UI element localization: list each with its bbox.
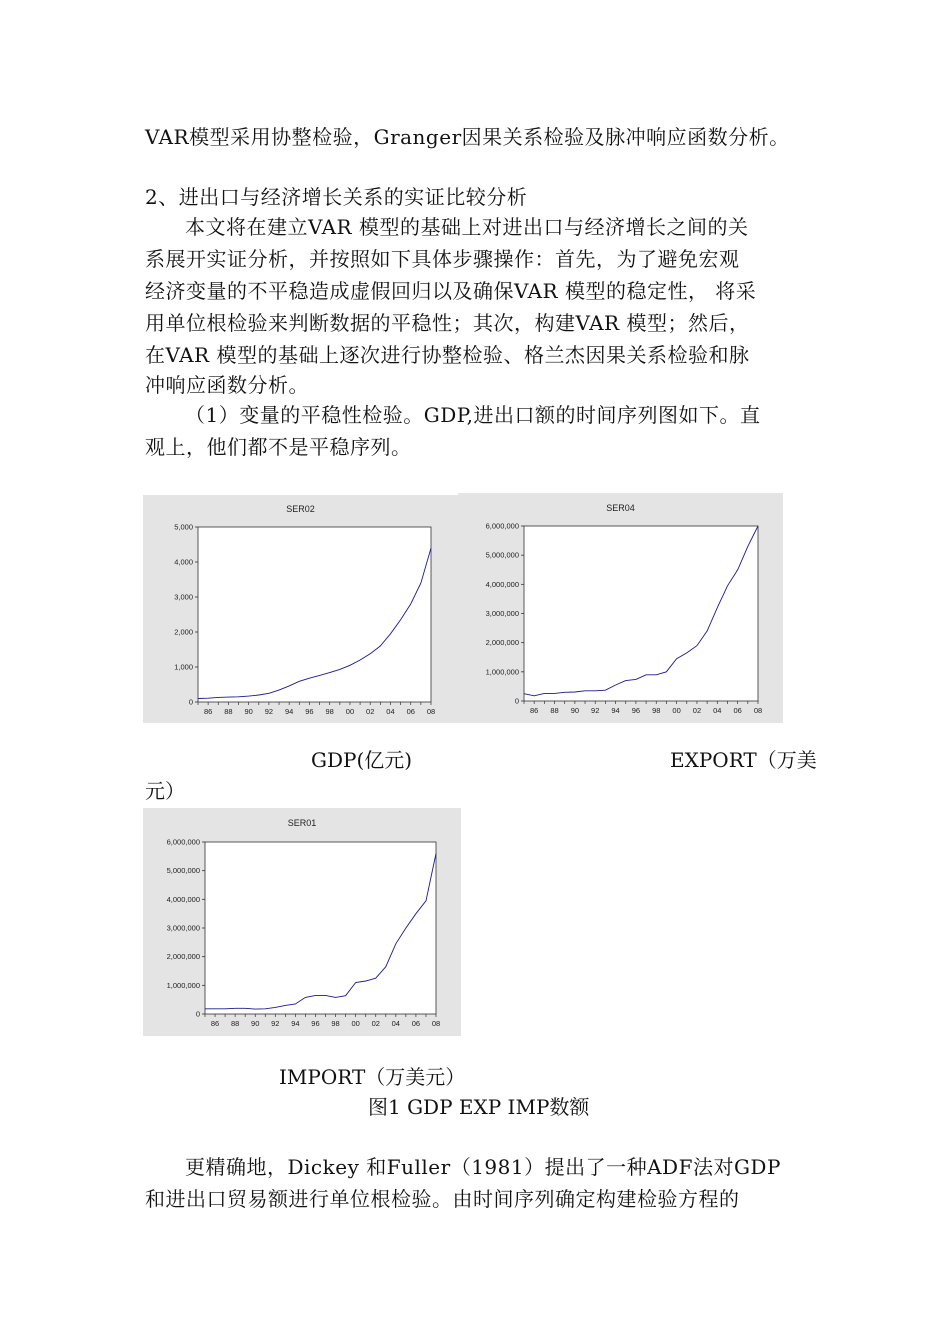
y-tick-label: 0 bbox=[514, 696, 519, 706]
chart-gdp-svg bbox=[143, 495, 458, 723]
x-tick-label: 94 bbox=[285, 707, 294, 716]
chart-export-svg bbox=[458, 493, 783, 723]
x-tick-label: 08 bbox=[431, 1019, 441, 1028]
x-tick-label: 86 bbox=[530, 706, 539, 715]
y-tick-label: 0 bbox=[188, 697, 193, 707]
text-line: 更精确地，Dickey 和Fuller（1981）提出了一种ADF法对GDP bbox=[185, 1155, 781, 1179]
x-tick-label: 04 bbox=[713, 706, 722, 715]
x-tick-label: 92 bbox=[271, 1019, 280, 1028]
x-tick-label: 92 bbox=[264, 707, 274, 716]
x-tick-label: 90 bbox=[251, 1019, 260, 1028]
x-tick-label: 88 bbox=[550, 706, 559, 715]
y-tick-label: 2,000 bbox=[174, 627, 193, 637]
y-tick-label: 1,000,000 bbox=[166, 980, 200, 990]
chart-import-svg bbox=[143, 808, 461, 1036]
x-tick-label: 00 bbox=[672, 706, 681, 715]
x-tick-label: 90 bbox=[244, 707, 253, 716]
y-tick-label: 0 bbox=[195, 1009, 200, 1019]
y-tick-label: 6,000,000 bbox=[485, 521, 519, 531]
y-tick-label: 4,000,000 bbox=[485, 579, 519, 589]
caption-gdp: GDP(亿元) bbox=[311, 748, 413, 772]
y-tick-label: 2,000,000 bbox=[166, 952, 200, 962]
y-tick-label: 3,000 bbox=[174, 592, 193, 602]
x-tick-label: 94 bbox=[611, 706, 620, 715]
text-line: 冲响应函数分析。 bbox=[145, 373, 309, 397]
x-tick-label: 04 bbox=[386, 707, 395, 716]
y-tick-label: 6,000,000 bbox=[166, 837, 200, 847]
text-line: （1）变量的平稳性检验。GDP,进出口额的时间序列图如下。直 bbox=[185, 403, 761, 427]
x-tick-label: 02 bbox=[366, 707, 375, 716]
plot-area bbox=[524, 526, 758, 701]
x-tick-label: 02 bbox=[371, 1019, 380, 1028]
x-tick-label: 98 bbox=[652, 706, 661, 715]
chart-title: SER02 bbox=[286, 504, 315, 514]
x-tick-label: 08 bbox=[426, 707, 436, 716]
figure-caption: 图1 GDP EXP IMP数额 bbox=[368, 1095, 590, 1119]
x-tick-label: 94 bbox=[291, 1019, 300, 1028]
x-tick-label: 96 bbox=[631, 706, 641, 715]
y-tick-label: 5,000 bbox=[174, 522, 193, 532]
text-line: 系展开实证分析，并按照如下具体步骤操作：首先，为了避免宏观 bbox=[145, 247, 740, 271]
text-line: 本文将在建立VAR 模型的基础上对进出口与经济增长之间的关 bbox=[185, 215, 749, 239]
x-tick-label: 00 bbox=[351, 1019, 360, 1028]
x-tick-label: 02 bbox=[692, 706, 702, 715]
caption-import: IMPORT（万美元） bbox=[279, 1065, 466, 1089]
y-tick-label: 5,000,000 bbox=[485, 550, 519, 560]
x-tick-label: 88 bbox=[224, 707, 233, 716]
text-line: 用单位根检验来判断数据的平稳性；其次，构建VAR 模型；然后， bbox=[145, 311, 750, 335]
x-tick-label: 86 bbox=[203, 707, 213, 716]
x-tick-label: 92 bbox=[591, 706, 600, 715]
y-tick-label: 3,000,000 bbox=[485, 609, 519, 618]
chart-export bbox=[458, 493, 783, 723]
text-line: 观上，他们都不是平稳序列。 bbox=[145, 435, 412, 459]
y-tick-label: 5,000,000 bbox=[166, 866, 200, 876]
text-line: 和进出口贸易额进行单位根检验。由时间序列确定构建检验方程的 bbox=[145, 1187, 740, 1211]
text-line: 经济变量的不平稳造成虚假回归以及确保VAR 模型的稳定性， 将采 bbox=[145, 279, 757, 303]
plot-area bbox=[198, 527, 431, 702]
chart-title: SER04 bbox=[606, 503, 635, 513]
chart-import bbox=[143, 808, 461, 1036]
caption-export: EXPORT（万美 bbox=[670, 748, 817, 772]
x-tick-label: 96 bbox=[305, 707, 314, 716]
x-tick-label: 98 bbox=[331, 1019, 340, 1028]
text-line: VAR模型采用协整检验，Granger因果关系检验及脉冲响应函数分析。 bbox=[145, 125, 790, 149]
y-tick-label: 1,000 bbox=[174, 662, 193, 672]
y-tick-label: 1,000,000 bbox=[485, 667, 519, 677]
chart-title: SER01 bbox=[287, 818, 317, 828]
text-line: 在VAR 模型的基础上逐次进行协整检验、格兰杰因果关系检验和脉 bbox=[145, 343, 750, 367]
x-tick-label: 96 bbox=[311, 1019, 320, 1028]
section-heading: 2、进出口与经济增长关系的实证比较分析 bbox=[145, 185, 528, 209]
plot-area bbox=[205, 842, 436, 1014]
chart-gdp bbox=[143, 495, 458, 723]
x-tick-label: 88 bbox=[230, 1019, 240, 1028]
x-tick-label: 86 bbox=[210, 1019, 220, 1028]
x-tick-label: 90 bbox=[570, 706, 580, 715]
y-tick-label: 2,000,000 bbox=[485, 638, 519, 648]
caption-export-cont: 元） bbox=[145, 779, 185, 803]
x-tick-label: 00 bbox=[345, 707, 355, 716]
x-tick-label: 98 bbox=[325, 707, 334, 716]
x-tick-label: 06 bbox=[406, 707, 415, 716]
x-tick-label: 06 bbox=[411, 1019, 421, 1028]
x-tick-label: 04 bbox=[391, 1019, 400, 1028]
y-tick-label: 3,000,000 bbox=[166, 923, 200, 933]
x-tick-label: 06 bbox=[733, 706, 742, 715]
y-tick-label: 4,000,000 bbox=[166, 894, 200, 904]
y-tick-label: 4,000 bbox=[174, 557, 193, 567]
x-tick-label: 08 bbox=[753, 706, 763, 715]
